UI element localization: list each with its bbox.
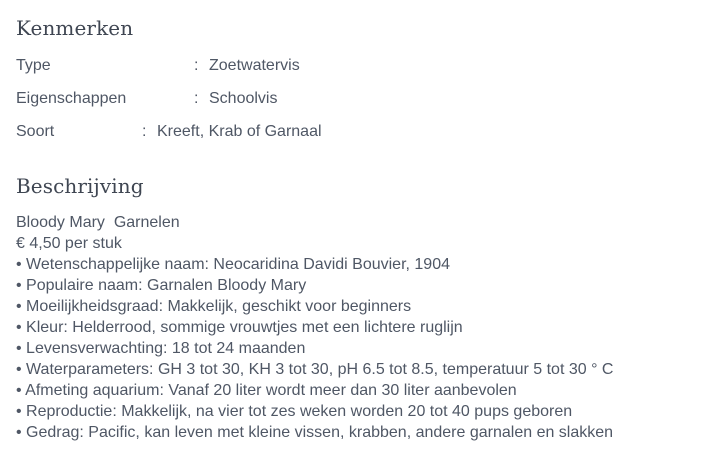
kenmerken-heading: Kenmerken	[16, 16, 134, 40]
property-separator: :	[142, 123, 147, 140]
product-name: Bloody Mary Garnelen	[16, 214, 180, 231]
product-price: € 4,50 per stuk	[16, 235, 122, 252]
property-value-eigenschappen: Schoolvis	[209, 90, 278, 107]
description-bullet-difficulty: • Moeilijkheidsgraad: Makkelijk, geschikt voor beginners	[16, 298, 412, 315]
property-label-eigenschappen: Eigenschappen	[16, 90, 127, 107]
description-bullet-popular-name: • Populaire naam: Garnalen Bloody Mary	[16, 277, 307, 294]
description-bullet-water-parameters: • Waterparameters: GH 3 tot 30, KH 3 tot 30, pH 6.5 tot 8.5, temperatuur 5 tot 30 ° C	[16, 361, 614, 378]
description-bullet-aquarium-size: • Afmeting aquarium: Vanaf 20 liter wordt meer dan 30 liter aanbevolen	[16, 382, 517, 399]
property-value-type: Zoetwatervis	[209, 57, 300, 74]
description-bullet-reproduction: • Reproductie: Makkelijk, na vier tot zes weken worden 20 tot 40 pups geboren	[16, 403, 573, 420]
property-separator: :	[194, 90, 199, 107]
property-value-soort: Kreeft, Krab of Garnaal	[157, 123, 322, 140]
beschrijving-heading: Beschrijving	[16, 174, 144, 198]
property-label-type: Type	[16, 57, 51, 74]
property-separator: :	[194, 57, 199, 74]
description-bullet-life-expectancy: • Levensverwachting: 18 tot 24 maanden	[16, 340, 306, 357]
description-bullet-color: • Kleur: Helderrood, sommige vrouwtjes met een lichtere ruglijn	[16, 319, 463, 336]
description-bullet-behavior: • Gedrag: Pacific, kan leven met kleine vissen, krabben, andere garnalen en slakken	[16, 424, 614, 441]
property-label-soort: Soort	[16, 123, 55, 140]
description-body	[16, 212, 613, 443]
description-bullet-scientific-name: • Wetenschappelijke naam: Neocaridina Davidi Bouvier, 1904	[16, 256, 450, 273]
